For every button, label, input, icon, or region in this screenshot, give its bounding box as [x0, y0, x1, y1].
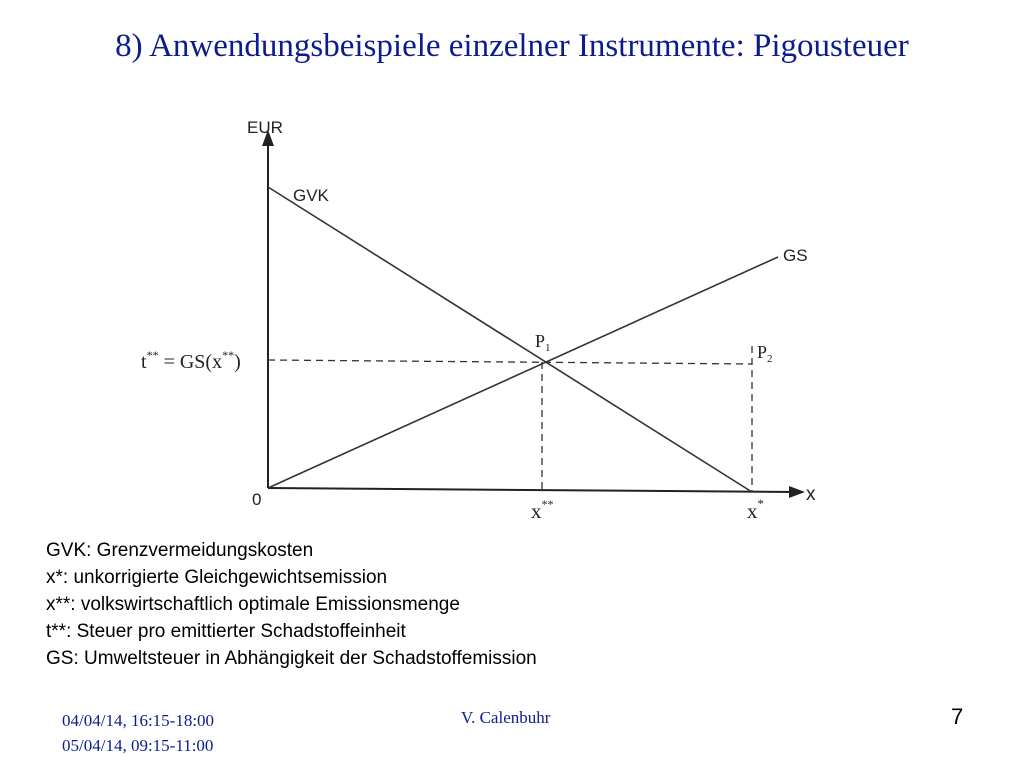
x-axis-arrow — [789, 486, 805, 498]
gs-curve-label: GS — [783, 246, 808, 265]
tax-level-label: t** = GS(x**) — [141, 348, 241, 373]
legend-line-gs: GS: Umweltsteuer in Abhängigkeit der Schadstoffemission — [46, 648, 537, 669]
legend-line-x-double-star: x**: volkswirtschaftlich optimale Emissionsmenge — [46, 594, 460, 615]
y-axis-label: EUR — [247, 118, 283, 137]
footer-date — [62, 708, 214, 758]
point-p2-label: $P_2$ — [757, 342, 773, 365]
gs-curve — [268, 257, 778, 488]
point-p1-label: $P_1$ — [535, 331, 551, 354]
origin-label: 0 — [252, 490, 262, 509]
gvk-curve — [268, 187, 752, 492]
x-uncorrected-label: x* — [747, 496, 764, 523]
tax-level-dashed-line — [268, 360, 752, 364]
legend — [46, 537, 537, 672]
legend-line-x-star: x*: unkorrigierte Gleichgewichtsemission — [46, 567, 388, 588]
slide-title: 8) Anwendungsbeispiele einzelner Instrumente: Pigousteuer — [115, 28, 909, 64]
footer-date-line-1: 04/04/14, 16:15-18:00 — [62, 711, 215, 730]
x-axis-label: x — [806, 484, 816, 505]
footer-date-line-2: 05/04/14, 09:15-11:00 — [62, 736, 214, 755]
gvk-curve-label: GVK — [293, 186, 329, 205]
x-axis — [268, 488, 795, 492]
footer-author: V. Calenbuhr — [461, 708, 551, 727]
page-number: 7 — [951, 704, 964, 729]
legend-line-tax: t**: Steuer pro emittierter Schadstoffeinheit — [46, 621, 406, 642]
legend-line-gvk: GVK: Grenzvermeidungskosten — [46, 540, 314, 561]
x-optimal-label: x** — [531, 497, 554, 523]
